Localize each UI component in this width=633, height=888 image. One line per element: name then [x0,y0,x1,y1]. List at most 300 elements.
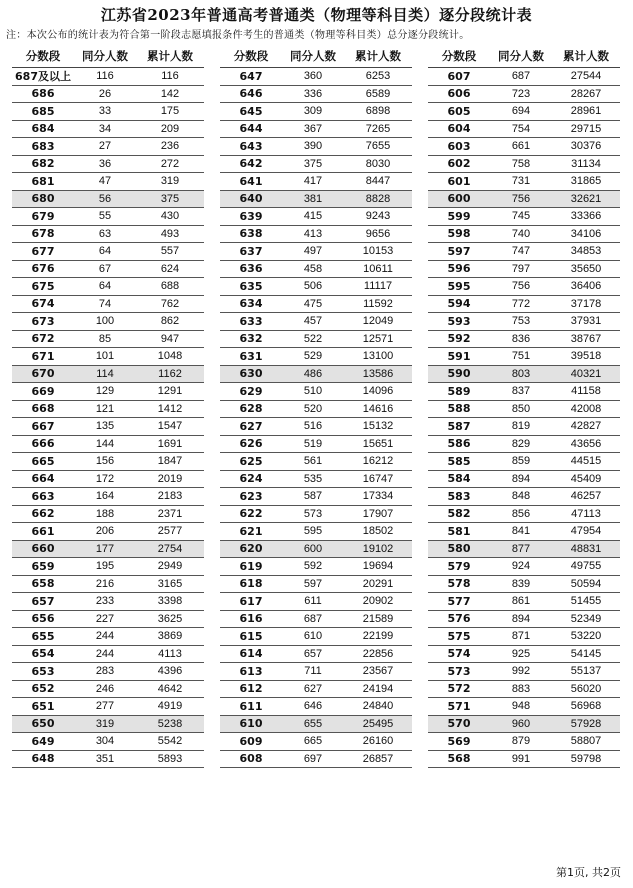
table-row [12,628,204,646]
score-cell: 590 [447,367,471,381]
same-score-count-cell: 413 [303,227,323,240]
table-row [220,261,412,279]
score-cell: 612 [239,682,263,696]
table-row [12,401,204,419]
cumulative-count-cell: 8447 [365,175,391,188]
score-cell: 592 [447,332,471,346]
table-row [428,68,620,86]
score-cell: 586 [447,437,471,451]
table-row [428,471,620,489]
table-row [220,593,412,611]
score-cell: 584 [447,472,471,486]
table-row [428,453,620,471]
cumulative-count-cell: 12571 [362,332,394,345]
same-score-count-cell: 519 [303,437,323,450]
score-cell: 679 [31,209,55,223]
same-score-count-cell: 611 [304,595,322,608]
cumulative-count-cell: 26160 [362,735,394,748]
same-score-count-cell: 829 [511,437,531,450]
same-score-count-cell: 156 [95,455,115,468]
score-cell: 575 [447,629,471,643]
table-row [12,506,204,524]
score-cell: 687及以上 [15,70,71,84]
table-row [428,751,620,769]
cumulative-count-cell: 14096 [362,385,394,398]
same-score-count-cell: 841 [511,525,531,538]
table-row [428,663,620,681]
score-cell: 577 [447,594,471,608]
same-score-count-cell: 740 [511,227,531,240]
score-cell: 673 [31,314,55,328]
same-score-count-cell: 47 [98,175,112,188]
score-cell: 613 [239,664,263,678]
score-table-2 [220,45,412,768]
score-cell: 589 [447,384,471,398]
table-row [220,576,412,594]
same-score-count-cell: 457 [303,315,323,328]
same-score-count-cell: 758 [511,157,531,170]
score-cell: 651 [31,699,55,713]
score-cell: 650 [31,717,55,731]
cumulative-count-cell: 42008 [570,402,602,415]
table-row [220,698,412,716]
score-cell: 672 [31,332,55,346]
score-cell: 631 [239,349,263,363]
same-score-count-cell: 697 [303,752,323,765]
same-score-count-cell: 723 [511,87,531,100]
same-score-count-cell: 121 [95,402,115,415]
same-score-count-cell: 283 [95,665,115,678]
same-score-count-cell: 797 [511,262,531,275]
score-cell: 599 [447,209,471,223]
same-score-count-cell: 27 [98,140,112,153]
score-cell: 675 [31,279,55,293]
cumulative-count-cell: 45409 [570,472,602,485]
score-cell: 611 [239,699,263,713]
same-score-count-cell: 74 [98,297,112,310]
score-cell: 581 [447,524,471,538]
table-row [220,348,412,366]
table-header [220,45,412,68]
cumulative-count-cell: 1691 [157,437,183,450]
cumulative-count-cell: 28267 [570,87,602,100]
table-row [220,541,412,559]
score-cell: 669 [31,384,55,398]
cumulative-count-cell: 862 [160,315,180,328]
score-cell: 663 [31,489,55,503]
same-score-count-cell: 859 [511,455,531,468]
same-score-count-cell: 63 [98,227,112,240]
score-cell: 634 [239,297,263,311]
table-row [12,488,204,506]
cumulative-count-cell: 21589 [362,612,394,625]
same-score-count-cell: 144 [95,437,115,450]
cumulative-count-cell: 54145 [570,647,602,660]
table-row [220,628,412,646]
cumulative-count-cell: 5893 [157,752,183,765]
same-score-count-cell: 595 [303,525,323,538]
cumulative-count-cell: 624 [160,262,180,275]
cumulative-count-cell: 43656 [570,437,602,450]
score-cell: 680 [31,192,55,206]
cumulative-count-cell: 31865 [570,175,602,188]
table-row [428,611,620,629]
cumulative-count-cell: 28961 [570,105,602,118]
score-cell: 653 [31,664,55,678]
score-table-1 [12,45,204,768]
score-cell: 619 [239,559,263,573]
cumulative-count-cell: 5238 [157,717,183,730]
table-row [428,541,620,559]
score-cell: 652 [31,682,55,696]
table-row [12,366,204,384]
same-score-count-cell: 756 [511,280,531,293]
table-header [428,45,620,68]
table-row [428,243,620,261]
cumulative-count-cell: 3869 [157,630,183,643]
score-cell: 593 [447,314,471,328]
table-row [12,471,204,489]
cumulative-count-cell: 42827 [570,420,602,433]
score-cell: 621 [239,524,263,538]
same-score-count-cell: 319 [95,717,115,730]
score-cell: 660 [31,542,55,556]
score-cell: 571 [447,699,471,713]
same-score-count-cell: 883 [511,682,531,695]
score-cell: 618 [239,577,263,591]
table-row [12,243,204,261]
cumulative-count-cell: 142 [160,87,180,100]
score-cell: 665 [31,454,55,468]
same-score-count-cell: 991 [511,752,531,765]
score-cell: 607 [447,69,471,83]
same-score-count-cell: 655 [303,717,323,730]
table-row [220,226,412,244]
same-score-count-cell: 367 [303,122,323,135]
table-row [428,716,620,734]
cumulative-count-cell: 5542 [157,735,183,748]
table-row [12,681,204,699]
table-row [220,558,412,576]
same-score-count-cell: 747 [511,245,531,258]
table-row [220,611,412,629]
table-row [428,576,620,594]
column-header: 同分人数 [290,49,336,63]
table-row [428,331,620,349]
same-score-count-cell: 848 [511,490,531,503]
cumulative-count-cell: 375 [160,192,180,205]
score-cell: 596 [447,262,471,276]
same-score-count-cell: 64 [98,280,112,293]
cumulative-count-cell: 31134 [571,157,601,170]
same-score-count-cell: 819 [511,420,531,433]
table-row [220,488,412,506]
cumulative-count-cell: 58807 [570,735,602,748]
cumulative-count-cell: 1048 [157,350,183,363]
score-cell: 620 [239,542,263,556]
score-cell: 580 [447,542,471,556]
cumulative-count-cell: 24194 [362,682,394,695]
same-score-count-cell: 871 [511,630,531,643]
same-score-count-cell: 244 [95,630,115,643]
cumulative-count-cell: 56020 [570,682,602,695]
score-cell: 585 [447,454,471,468]
table-row [428,173,620,191]
same-score-count-cell: 687 [303,612,323,625]
cumulative-count-cell: 12049 [362,315,394,328]
same-score-count-cell: 522 [303,332,323,345]
cumulative-count-cell: 1412 [157,402,183,415]
table-row [12,716,204,734]
same-score-count-cell: 751 [511,350,531,363]
cumulative-count-cell: 6589 [365,87,391,100]
score-cell: 626 [239,437,263,451]
cumulative-count-cell: 7265 [365,122,391,135]
same-score-count-cell: 694 [511,105,531,118]
score-cell: 684 [31,122,55,136]
same-score-count-cell: 36 [98,157,112,170]
score-cell: 627 [239,419,263,433]
table-row [220,208,412,226]
table-row [12,191,204,209]
same-score-count-cell: 26 [98,87,112,100]
cumulative-count-cell: 15132 [362,420,394,433]
same-score-count-cell: 772 [511,297,531,310]
cumulative-count-cell: 9656 [365,227,391,240]
same-score-count-cell: 535 [303,472,323,485]
table-row [12,436,204,454]
table-row [428,628,620,646]
table-row [12,278,204,296]
same-score-count-cell: 172 [95,472,115,485]
score-cell: 657 [31,594,55,608]
score-cell: 603 [447,139,471,153]
same-score-count-cell: 894 [511,612,531,625]
table-row [428,558,620,576]
table-row [428,681,620,699]
table-row [220,121,412,139]
cumulative-count-cell: 557 [160,245,180,258]
cumulative-count-cell: 59798 [570,752,602,765]
table-row [220,436,412,454]
score-cell: 604 [447,122,471,136]
same-score-count-cell: 129 [95,385,115,398]
cumulative-count-cell: 3625 [157,612,183,625]
table-row [428,138,620,156]
cumulative-count-cell: 47113 [571,507,601,520]
score-cell: 645 [239,104,263,118]
cumulative-count-cell: 2019 [157,472,183,485]
table-row [12,453,204,471]
cumulative-count-cell: 48831 [570,542,602,555]
same-score-count-cell: 711 [304,665,322,678]
same-score-count-cell: 64 [98,245,112,258]
same-score-count-cell: 34 [98,122,112,135]
score-cell: 570 [447,717,471,731]
cumulative-count-cell: 6898 [365,105,391,118]
same-score-count-cell: 856 [511,507,531,520]
table-row [428,103,620,121]
table-row [220,103,412,121]
score-cell: 636 [239,262,263,276]
table-row [220,191,412,209]
score-cell: 622 [239,507,263,521]
score-cell: 573 [447,664,471,678]
cumulative-count-cell: 2754 [157,542,183,555]
same-score-count-cell: 516 [303,420,323,433]
cumulative-count-cell: 19694 [362,560,394,573]
cumulative-count-cell: 57928 [570,717,602,730]
table-row [12,751,204,769]
same-score-count-cell: 336 [303,87,323,100]
same-score-count-cell: 233 [95,595,115,608]
table-row [220,296,412,314]
same-score-count-cell: 227 [95,612,115,625]
cumulative-count-cell: 17907 [362,507,394,520]
cumulative-count-cell: 16747 [362,472,394,485]
cumulative-count-cell: 39518 [570,350,602,363]
score-cell: 647 [239,69,263,83]
cumulative-count-cell: 10611 [363,262,393,275]
cumulative-count-cell: 430 [160,210,180,223]
table-row [12,296,204,314]
score-cell: 608 [239,752,263,766]
same-score-count-cell: 894 [511,472,531,485]
table-row [12,576,204,594]
same-score-count-cell: 665 [303,735,323,748]
table-row [12,646,204,664]
same-score-count-cell: 879 [511,735,531,748]
score-cell: 635 [239,279,263,293]
cumulative-count-cell: 7655 [365,140,391,153]
table-row [12,558,204,576]
same-score-count-cell: 177 [95,542,115,555]
same-score-count-cell: 587 [303,490,323,503]
cumulative-count-cell: 4396 [157,665,183,678]
cumulative-count-cell: 25495 [362,717,394,730]
table-row [12,138,204,156]
table-row [428,733,620,751]
table-row [428,296,620,314]
score-cell: 674 [31,297,55,311]
score-cell: 667 [31,419,55,433]
score-cell: 678 [31,227,55,241]
score-cell: 610 [239,717,263,731]
table-row [220,506,412,524]
same-score-count-cell: 164 [95,490,115,503]
cumulative-count-cell: 51455 [570,595,602,608]
cumulative-count-cell: 8030 [365,157,391,170]
score-cell: 587 [447,419,471,433]
cumulative-count-cell: 1162 [158,367,182,380]
table-row [12,523,204,541]
same-score-count-cell: 85 [98,332,112,345]
column-header: 同分人数 [498,49,544,63]
same-score-count-cell: 925 [511,647,531,660]
score-cell: 605 [447,104,471,118]
cumulative-count-cell: 17334 [362,490,394,503]
table-row [12,331,204,349]
table-row [220,68,412,86]
score-cell: 633 [239,314,263,328]
cumulative-count-cell: 4642 [157,682,183,695]
table-row [220,751,412,769]
table-row [428,383,620,401]
same-score-count-cell: 375 [303,157,323,170]
score-cell: 649 [31,734,55,748]
same-score-count-cell: 351 [95,752,115,765]
same-score-count-cell: 520 [303,402,323,415]
table-row [220,646,412,664]
cumulative-count-cell: 34106 [570,227,602,240]
same-score-count-cell: 486 [303,367,323,380]
score-cell: 609 [239,734,263,748]
score-table-3 [428,45,620,768]
table-row [220,471,412,489]
table-row [428,488,620,506]
same-score-count-cell: 731 [511,175,531,188]
same-score-count-cell: 114 [96,367,114,380]
score-cell: 659 [31,559,55,573]
table-row [428,86,620,104]
table-row [428,261,620,279]
cumulative-count-cell: 41158 [571,385,601,398]
cumulative-count-cell: 37931 [570,315,602,328]
cumulative-count-cell: 319 [160,175,180,188]
score-cell: 661 [31,524,55,538]
score-cell: 597 [447,244,471,258]
same-score-count-cell: 100 [95,315,115,328]
cumulative-count-cell: 14616 [362,402,394,415]
score-cell: 643 [239,139,263,153]
score-cell: 623 [239,489,263,503]
table-row [220,278,412,296]
table-row [220,173,412,191]
score-cell: 670 [31,367,55,381]
score-cell: 588 [447,402,471,416]
page-title: 江苏省2023年普通高考普通类（物理等科目类）逐分段统计表 [100,6,533,24]
same-score-count-cell: 244 [95,647,115,660]
same-score-count-cell: 877 [511,542,531,555]
score-cell: 617 [239,594,263,608]
table-row [220,716,412,734]
table-row [12,173,204,191]
table-row [428,208,620,226]
table-row [220,138,412,156]
table-row [428,226,620,244]
cumulative-count-cell: 23567 [362,665,394,678]
cumulative-count-cell: 2371 [157,507,183,520]
score-cell: 681 [31,174,55,188]
table-row [12,68,204,86]
score-cell: 578 [447,577,471,591]
score-cell: 591 [447,349,471,363]
table-row [12,156,204,174]
table-row [220,418,412,436]
same-score-count-cell: 573 [303,507,323,520]
cumulative-count-cell: 50594 [570,577,602,590]
score-cell: 598 [447,227,471,241]
cumulative-count-cell: 947 [160,332,180,345]
score-cell: 683 [31,139,55,153]
same-score-count-cell: 390 [303,140,323,153]
cumulative-count-cell: 46257 [570,490,602,503]
same-score-count-cell: 592 [303,560,323,573]
same-score-count-cell: 55 [98,210,112,223]
score-cell: 606 [447,87,471,101]
table-row [220,156,412,174]
table-row [12,261,204,279]
